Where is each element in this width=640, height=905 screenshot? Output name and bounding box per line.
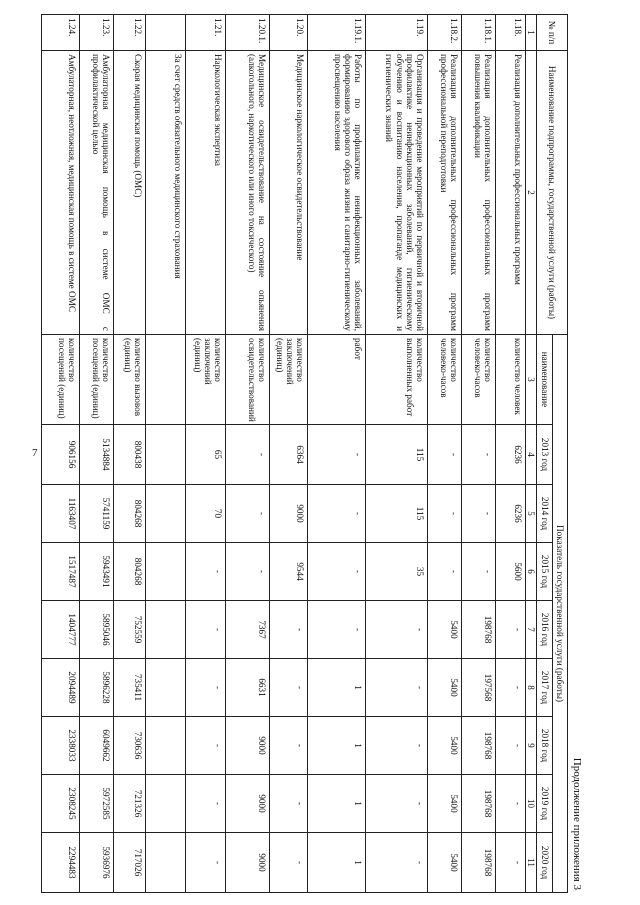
indicator-value xyxy=(146,717,186,775)
indicator-name: работ xyxy=(308,335,366,425)
indicator-value: - xyxy=(496,775,526,833)
header-year: 2019 год xyxy=(537,775,552,833)
header-year: 2013 год xyxy=(537,425,552,485)
indicator-value: 5400 xyxy=(428,833,462,893)
service-name: Амбулаторная медицинская помощь в системе ОМС с профилактической целью xyxy=(80,51,114,335)
row-number: 1.24. xyxy=(42,15,80,51)
indicator-value: - xyxy=(496,833,526,893)
indicator-value: 717026 xyxy=(114,833,146,893)
indicator-name: количество заключений (единиц) xyxy=(186,335,226,425)
indicator-value: 6236 xyxy=(496,485,526,543)
indicator-value: 9000 xyxy=(226,775,270,833)
indicator-value: - xyxy=(428,543,462,601)
service-name: Медицинское наркологическое освидетельствование xyxy=(270,51,308,335)
indicator-value: 1517487 xyxy=(42,543,80,601)
service-name: Медицинское освидетельствование на состояние опьянения (алкогольного, наркотического или иного токсического) xyxy=(226,51,270,335)
indicator-value: - xyxy=(186,717,226,775)
indicator-value: 5741159 xyxy=(80,485,114,543)
column-number: 9 xyxy=(526,717,537,775)
column-number: 2 xyxy=(526,51,537,335)
indicator-value: - xyxy=(270,833,308,893)
indicator-value: - xyxy=(308,425,366,485)
indicator-value: 1404777 xyxy=(42,601,80,659)
indicator-value: - xyxy=(428,485,462,543)
indicator-value: 906156 xyxy=(42,425,80,485)
column-number: 11 xyxy=(526,833,537,893)
indicator-name: количество выполненных работ xyxy=(366,335,428,425)
indicator-value: - xyxy=(496,659,526,717)
indicator-value: - xyxy=(308,543,366,601)
indicator-value: 1 xyxy=(308,775,366,833)
indicator-value: 65 xyxy=(186,425,226,485)
indicator-value: 2094489 xyxy=(42,659,80,717)
indicator-value: 198768 xyxy=(462,717,496,775)
indicator-name: количество человеко-часов xyxy=(428,335,462,425)
indicator-value: 198768 xyxy=(462,601,496,659)
indicator-value: 1 xyxy=(308,659,366,717)
indicator-value: 9000 xyxy=(226,833,270,893)
header-year: 2018 год xyxy=(537,717,552,775)
header-year: 2020 год xyxy=(537,833,552,893)
row-number: 1.22. xyxy=(114,15,146,51)
indicator-value: 9000 xyxy=(226,717,270,775)
indicator-value: 735411 xyxy=(114,659,146,717)
table-row xyxy=(114,15,146,893)
indicator-name: количество человек xyxy=(496,335,526,425)
header-indicator-group: Показатель государственной услуги (работы) xyxy=(552,335,567,893)
service-name: Реализация дополнительных профессиональных программ xyxy=(496,51,526,335)
indicator-value: 804268 xyxy=(114,485,146,543)
indicator-value: 2294483 xyxy=(42,833,80,893)
indicator-name: количество вызовов (единиц) xyxy=(114,335,146,425)
indicator-value: - xyxy=(308,601,366,659)
indicator-value: - xyxy=(270,775,308,833)
indicator-value: - xyxy=(270,601,308,659)
indicator-value: - xyxy=(270,659,308,717)
indicator-value: 6049662 xyxy=(80,717,114,775)
indicator-value: - xyxy=(186,775,226,833)
indicator-value: 2338033 xyxy=(42,717,80,775)
table-row xyxy=(80,15,114,893)
header-year: 2014 год xyxy=(537,485,552,543)
indicator-value: 7367 xyxy=(226,601,270,659)
table-body xyxy=(42,15,526,893)
column-number: 10 xyxy=(526,775,537,833)
table-row xyxy=(186,15,226,893)
indicator-value: 198768 xyxy=(462,833,496,893)
row-number: 1.20.1. xyxy=(226,15,270,51)
indicator-value: 5972585 xyxy=(80,775,114,833)
row-number xyxy=(146,15,186,51)
indicator-value xyxy=(146,775,186,833)
header-no: № п/п xyxy=(537,15,568,51)
table-row xyxy=(270,15,308,893)
indicator-value xyxy=(146,833,186,893)
table-row xyxy=(42,15,80,893)
indicator-name: количество человеко-часов xyxy=(462,335,496,425)
indicator-value: 5400 xyxy=(428,775,462,833)
indicator-value: 804268 xyxy=(114,543,146,601)
service-name: Амбулаторная, неотложная, медицинская помощь в системе ОМС xyxy=(42,51,80,335)
indicator-value: 1 xyxy=(308,833,366,893)
row-number: 1.18. xyxy=(496,15,526,51)
row-number: 1.18.2. xyxy=(428,15,462,51)
service-name: Скорая медицинская помощь (ОМС) xyxy=(114,51,146,335)
indicator-value: - xyxy=(226,425,270,485)
indicator-value: 9000 xyxy=(270,485,308,543)
indicator-value: 5600 xyxy=(496,543,526,601)
indicator-value: - xyxy=(366,833,428,893)
indicator-value: 5400 xyxy=(428,601,462,659)
indicator-value: 70 xyxy=(186,485,226,543)
table-row xyxy=(428,15,462,893)
indicator-value: - xyxy=(428,425,462,485)
indicator-value: - xyxy=(308,485,366,543)
indicator-value xyxy=(146,601,186,659)
indicator-value: 9544 xyxy=(270,543,308,601)
header-year: 2017 год xyxy=(537,659,552,717)
column-number: 3 xyxy=(526,335,537,425)
indicator-value: 1 xyxy=(308,717,366,775)
table-row xyxy=(462,15,496,893)
table-row xyxy=(308,15,366,893)
column-number: 1 xyxy=(526,15,537,51)
indicator-value xyxy=(146,485,186,543)
indicator-name: количество посещений (единиц) xyxy=(42,335,80,425)
indicator-name: количество освидетельствований xyxy=(226,335,270,425)
indicator-value: 115 xyxy=(366,485,428,543)
indicator-value: 721326 xyxy=(114,775,146,833)
indicator-value: 5895046 xyxy=(80,601,114,659)
rotated-page xyxy=(31,14,586,894)
indicator-name xyxy=(146,335,186,425)
indicator-value: - xyxy=(366,659,428,717)
header-year: 2015 год xyxy=(537,543,552,601)
header-year: 2016 год xyxy=(537,601,552,659)
indicator-value: - xyxy=(226,543,270,601)
indicator-value: - xyxy=(270,717,308,775)
indicator-value: - xyxy=(462,485,496,543)
indicator-value: 5943491 xyxy=(80,543,114,601)
indicator-value: 800438 xyxy=(114,425,146,485)
column-number: 7 xyxy=(526,601,537,659)
indicator-value: - xyxy=(462,425,496,485)
service-name: Наркологическая экспертиза xyxy=(186,51,226,335)
indicator-name: количество заключений (единиц) xyxy=(270,335,308,425)
indicator-value: 115 xyxy=(366,425,428,485)
table-row xyxy=(146,15,186,893)
indicator-value: 5896228 xyxy=(80,659,114,717)
indicator-value: 6631 xyxy=(226,659,270,717)
indicator-value xyxy=(146,659,186,717)
indicator-value xyxy=(146,425,186,485)
indicator-value: 730636 xyxy=(114,717,146,775)
page-number: 7 xyxy=(32,447,38,459)
services-table xyxy=(41,14,568,893)
indicator-value: 5134884 xyxy=(80,425,114,485)
table-row xyxy=(226,15,270,893)
row-number: 1.21. xyxy=(186,15,226,51)
indicator-value: 5400 xyxy=(428,659,462,717)
service-name: За счет средств обязательного медицинского страхования xyxy=(146,51,186,335)
indicator-value xyxy=(146,543,186,601)
header-indicator: наименование xyxy=(537,335,552,425)
indicator-value: 1163407 xyxy=(42,485,80,543)
indicator-value: 6236 xyxy=(496,425,526,485)
header-name: Наименование подпрограммы, государственной услуги (работы) xyxy=(537,51,568,335)
row-number: 1.23. xyxy=(80,15,114,51)
indicator-value: 198768 xyxy=(462,775,496,833)
table-row xyxy=(366,15,428,893)
service-name: Реализация дополнительных профессиональных программ профессиональной переподготовки xyxy=(428,51,462,335)
indicator-value: - xyxy=(226,485,270,543)
indicator-value: - xyxy=(186,833,226,893)
continuation-label: Продолжение приложения 3 xyxy=(571,757,583,890)
indicator-value: 35 xyxy=(366,543,428,601)
indicator-value: - xyxy=(186,543,226,601)
row-number: 1.20. xyxy=(270,15,308,51)
indicator-value: - xyxy=(366,717,428,775)
row-number: 1.19.1. xyxy=(308,15,366,51)
table-row xyxy=(496,15,526,893)
indicator-value: 6364 xyxy=(270,425,308,485)
column-number: 6 xyxy=(526,543,537,601)
indicator-name: количество посещений (единиц) xyxy=(80,335,114,425)
column-number: 4 xyxy=(526,425,537,485)
service-name: Организация и проведение мероприятий по первичной и вторичной профилактике неинфекционных заболеваний, гигиеническому обучению и воспитанию населения, пропаганде медицинских и гигиенических знаний xyxy=(366,51,428,335)
column-number: 8 xyxy=(526,659,537,717)
row-number: 1.19. xyxy=(366,15,428,51)
indicator-value: - xyxy=(186,601,226,659)
indicator-value: - xyxy=(496,601,526,659)
indicator-value: - xyxy=(366,775,428,833)
indicator-value: - xyxy=(496,717,526,775)
service-name: Работы по профилактике неинфекционных заболеваний, формированию здорового образа жизни и санитарно-гигиеническому просвещению населения xyxy=(308,51,366,335)
indicator-value: - xyxy=(186,659,226,717)
row-number: 1.18.1. xyxy=(462,15,496,51)
indicator-value: 5936976 xyxy=(80,833,114,893)
indicator-value: 197568 xyxy=(462,659,496,717)
service-name: Реализация дополнительных профессиональных программ повышения квалификации xyxy=(462,51,496,335)
column-number: 5 xyxy=(526,485,537,543)
indicator-value: - xyxy=(462,543,496,601)
indicator-value: 2308245 xyxy=(42,775,80,833)
indicator-value: 752559 xyxy=(114,601,146,659)
indicator-value: 5400 xyxy=(428,717,462,775)
indicator-value: - xyxy=(366,601,428,659)
